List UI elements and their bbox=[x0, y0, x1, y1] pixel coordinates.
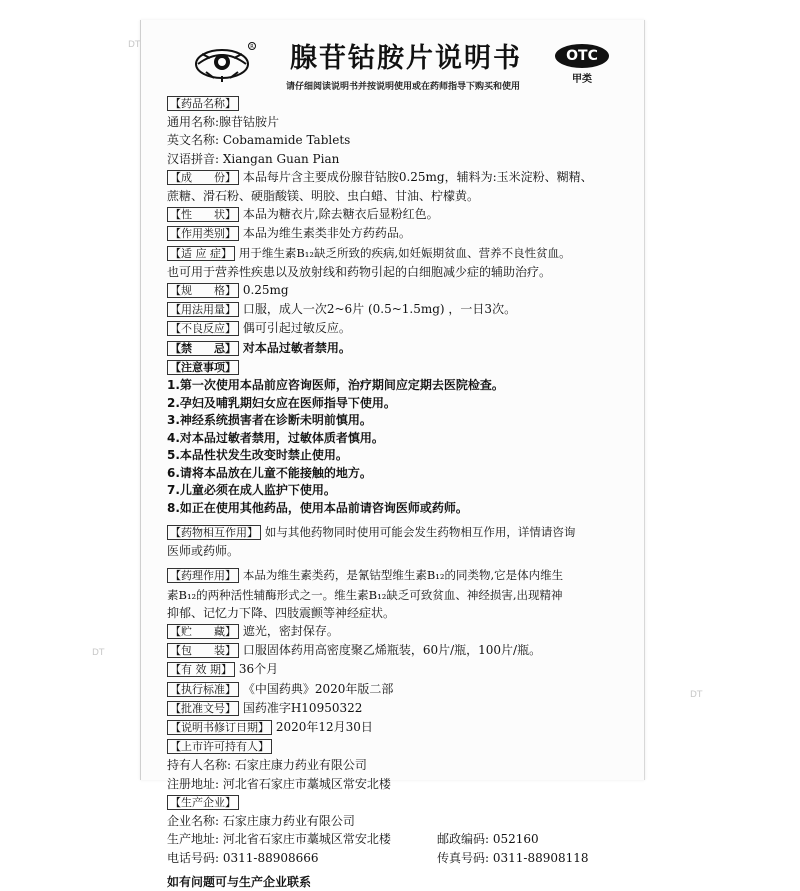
holder-name-row bbox=[167, 756, 633, 774]
precaution-item: 3.神经系统损害者在诊断未明前慎用。 bbox=[167, 413, 372, 428]
field-label: 传真号码: bbox=[437, 850, 490, 865]
watermark: DT bbox=[690, 690, 703, 700]
section-label: 【作用类别】 bbox=[167, 226, 239, 241]
section-label: 【包 装】 bbox=[167, 643, 239, 658]
manufacturer-phone: 0311-88908666 bbox=[222, 850, 319, 865]
section-dosage bbox=[167, 300, 633, 319]
section-validity bbox=[167, 660, 633, 679]
ingredients-text: 本品每片含主要成份腺苷钴胺0.25mg，辅料为:玉米淀粉、糊精、 bbox=[242, 169, 593, 184]
section-interactions bbox=[167, 523, 633, 542]
svg-text:R: R bbox=[250, 44, 254, 50]
footer-note: 如有问题可与生产企业联系 bbox=[167, 874, 312, 889]
section-revision bbox=[167, 718, 633, 737]
ingredients-text-cont: 蔗糖、滑石粉、硬脂酸镁、明胶、虫白蜡、甘油、柠檬黄。 bbox=[167, 189, 480, 204]
section-label: 【药品名称】 bbox=[167, 96, 239, 111]
section-label: 【成 份】 bbox=[167, 170, 239, 185]
field-label: 汉语拼音: bbox=[167, 151, 220, 166]
section-drug-name bbox=[167, 94, 633, 113]
pharmacology-text-cont: 素B₁₂的两种活性辅酶形式之一。维生素B₁₂缺乏可致贫血、神经损害,出现精神 bbox=[167, 587, 563, 602]
section-label: 【性 状】 bbox=[167, 207, 239, 222]
field-label: 生产地址: bbox=[167, 832, 220, 847]
holder-name: 石家庄康力药业有限公司 bbox=[234, 758, 367, 773]
section-precautions bbox=[167, 358, 633, 377]
category-text: 本品为维生素类非处方药药品。 bbox=[242, 226, 411, 241]
section-contraindications bbox=[167, 339, 633, 358]
field-label: 持有人名称: bbox=[167, 758, 232, 773]
dosage-text: 口服，成人一次2~6片 (0.5~1.5mg) ，一日3次。 bbox=[242, 302, 517, 317]
section-storage bbox=[167, 622, 633, 641]
precaution-item: 1.第一次使用本品前应咨询医师，治疗期间应定期去医院检查。 bbox=[167, 378, 504, 393]
precaution-item: 7.儿童必须在成人监护下使用。 bbox=[167, 483, 336, 498]
section-label: 【用法用量】 bbox=[167, 302, 239, 317]
leaflet-content bbox=[167, 94, 633, 891]
watermark: DT bbox=[128, 40, 141, 50]
watermark: DT bbox=[92, 648, 105, 658]
section-indications bbox=[167, 244, 633, 263]
precaution-item: 8.如正在使用其他药品，使用本品前请咨询医师或药师。 bbox=[167, 500, 468, 515]
interactions-text-cont: 医师或药师。 bbox=[167, 544, 240, 559]
indications-text-cont: 也可用于营养性疾患以及放射线和药物引起的白细胞减少症的辅助治疗。 bbox=[167, 264, 552, 279]
section-label: 【注意事项】 bbox=[167, 360, 239, 375]
section-label: 【药理作用】 bbox=[167, 568, 239, 583]
indications-text: 用于维生素B₁₂缺乏所致的疾病,如妊娠期贫血、营养不良性贫血。 bbox=[238, 245, 571, 260]
pinyin-row bbox=[167, 150, 633, 168]
precaution-item: 2.孕妇及哺乳期妇女应在医师指导下使用。 bbox=[167, 395, 396, 410]
section-ingredients bbox=[167, 168, 633, 187]
english-name: Cobamamide Tablets bbox=[222, 133, 351, 148]
approval-text: 国药准字H10950322 bbox=[242, 700, 363, 715]
company-logo-icon bbox=[192, 40, 256, 84]
manufacturer-phone-row bbox=[167, 849, 633, 867]
english-name-row bbox=[167, 131, 633, 149]
appearance-text: 本品为糖衣片,除去糖衣后显粉红色。 bbox=[242, 207, 439, 222]
validity-text: 36个月 bbox=[238, 662, 279, 677]
pinyin-name: Xiangan Guan Pian bbox=[222, 151, 340, 166]
section-pharmacology bbox=[167, 566, 633, 585]
section-label: 【说明书修订日期】 bbox=[167, 720, 272, 735]
document-subtitle: 请仔细阅读说明书并按说明使用或在药师指导下购买和使用 bbox=[286, 82, 521, 92]
section-label: 【执行标准】 bbox=[167, 682, 239, 697]
contraindications-text: 对本品过敏者禁用。 bbox=[242, 340, 351, 355]
section-label: 【不良反应】 bbox=[167, 321, 239, 336]
pharmacology-text: 本品为维生素类药，是氰钴型维生素B₁₂的同类物,它是体内维生 bbox=[242, 568, 564, 583]
interactions-text: 如与其他药物同时使用可能会发生药物相互作用，详情请咨询 bbox=[264, 525, 576, 540]
section-label: 【有 效 期】 bbox=[167, 662, 235, 677]
precaution-item: 4.对本品过敏者禁用，过敏体质者慎用。 bbox=[167, 430, 384, 445]
storage-text: 遮光，密封保存。 bbox=[242, 624, 339, 639]
standard-text: 《中国药典》2020年版二部 bbox=[242, 681, 394, 696]
manufacturer-postcode: 052160 bbox=[492, 832, 539, 847]
section-manufacturer bbox=[167, 793, 633, 812]
precaution-item: 6.请将本品放在儿童不能接触的地方。 bbox=[167, 465, 372, 480]
section-spec bbox=[167, 281, 633, 300]
section-approval bbox=[167, 699, 633, 718]
section-label: 【规 格】 bbox=[167, 283, 239, 298]
field-label: 电话号码: bbox=[167, 850, 220, 865]
packaging-text: 口服固体药用高密度聚乙烯瓶装，60片/瓶，100片/瓶。 bbox=[242, 643, 542, 658]
section-label: 【禁 忌】 bbox=[167, 341, 239, 356]
generic-name-row bbox=[167, 113, 633, 131]
section-standard bbox=[167, 680, 633, 699]
section-label: 【药物相互作用】 bbox=[167, 525, 261, 540]
adverse-text: 偶可引起过敏反应。 bbox=[242, 321, 351, 336]
section-label: 【上市许可持有人】 bbox=[167, 739, 272, 754]
document-title: 腺苷钴胺片说明书 bbox=[290, 43, 522, 74]
section-adverse bbox=[167, 319, 633, 338]
field-label: 邮政编码: bbox=[437, 832, 490, 847]
section-label: 【批准文号】 bbox=[167, 701, 239, 716]
section-category bbox=[167, 224, 633, 243]
field-label: 通用名称: bbox=[167, 115, 220, 130]
pharmacology-text-cont: 抑郁、记忆力下降、四肢震颤等神经症状。 bbox=[167, 605, 396, 620]
section-holder bbox=[167, 737, 633, 756]
precaution-item: 5.本品性状发生改变时禁止使用。 bbox=[167, 448, 348, 463]
manufacturer-address: 河北省石家庄市藁城区常安北楼 bbox=[222, 832, 391, 847]
section-label: 【生产企业】 bbox=[167, 795, 239, 810]
otc-class-label: 甲类 bbox=[572, 74, 592, 85]
otc-badge: OTC bbox=[555, 44, 609, 68]
section-packaging bbox=[167, 641, 633, 660]
spec-text: 0.25mg bbox=[242, 283, 289, 298]
holder-address: 河北省石家庄市藁城区常安北楼 bbox=[222, 776, 391, 791]
revision-text: 2020年12月30日 bbox=[275, 720, 373, 735]
section-appearance bbox=[167, 205, 633, 224]
manufacturer-name: 石家庄康力药业有限公司 bbox=[222, 814, 355, 829]
manufacturer-name-row bbox=[167, 812, 633, 830]
field-label: 注册地址: bbox=[167, 776, 220, 791]
section-label: 【适 应 症】 bbox=[167, 246, 235, 261]
field-label: 英文名称: bbox=[167, 133, 220, 148]
generic-name: 腺苷钴胺片 bbox=[219, 115, 280, 130]
field-label: 企业名称: bbox=[167, 814, 220, 829]
manufacturer-fax: 0311-88908118 bbox=[492, 850, 589, 865]
manufacturer-address-row bbox=[167, 830, 633, 848]
holder-address-row bbox=[167, 775, 633, 793]
section-label: 【贮 藏】 bbox=[167, 624, 239, 639]
